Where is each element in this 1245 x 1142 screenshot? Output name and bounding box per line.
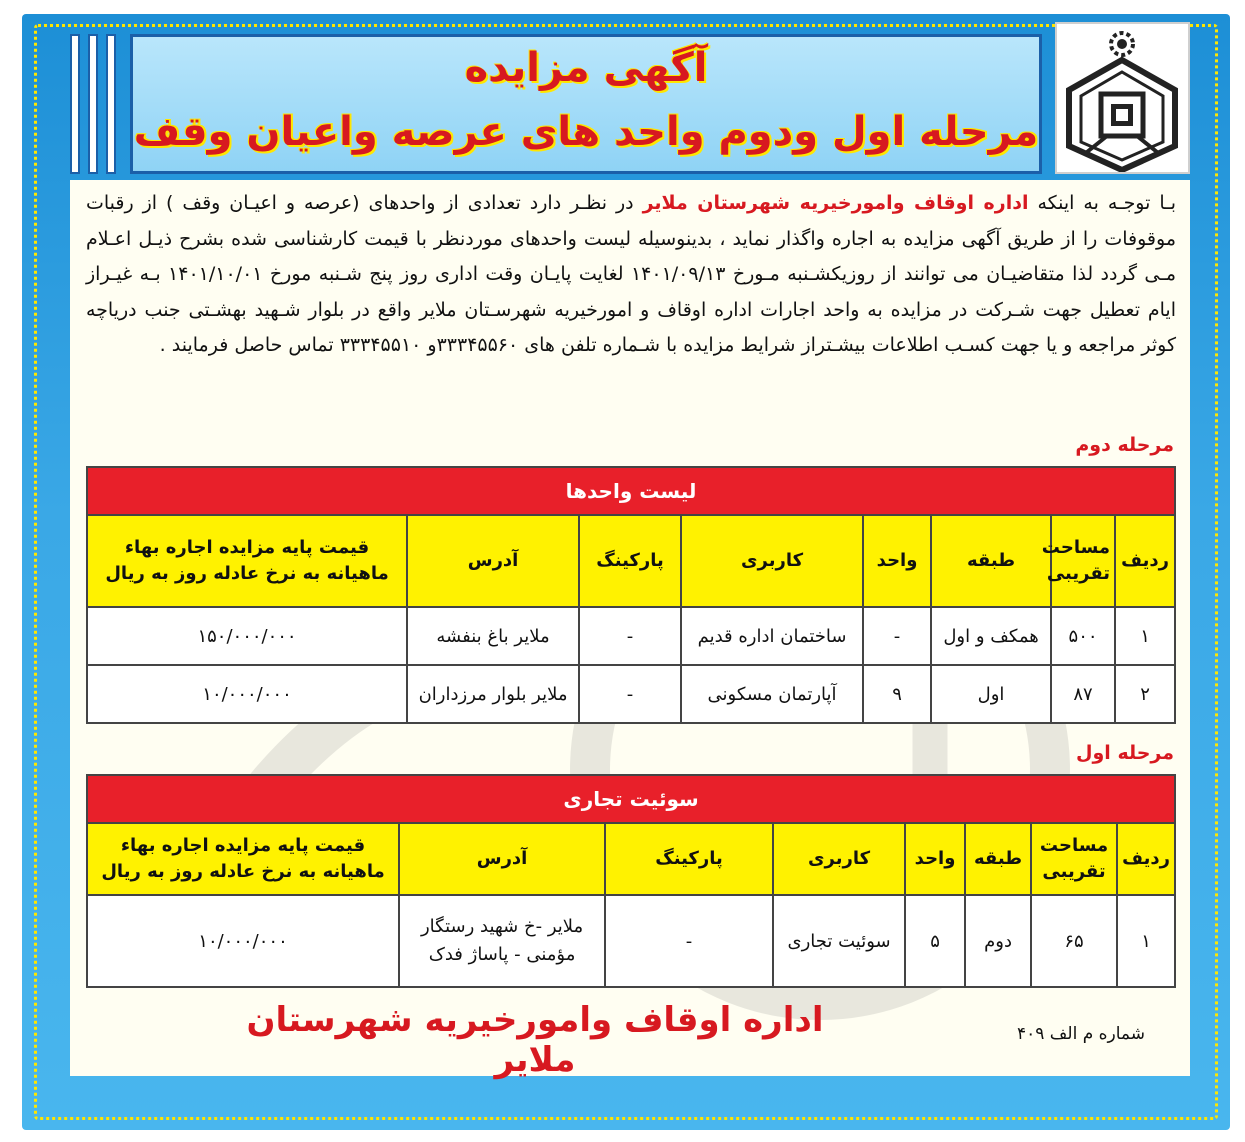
cell-area: ۶۵ [1031, 895, 1117, 987]
cell-base-price: ۱۰/۰۰۰/۰۰۰ [87, 895, 399, 987]
col-header-row-no: ردیف [1117, 823, 1175, 895]
col-header-unit: واحد [905, 823, 965, 895]
cell-floor: همکف و اول [931, 607, 1051, 665]
cell-area: ۵۰۰ [1051, 607, 1115, 665]
intro-text-rest: در نظـر دارد تعدادی از واحدهای (عرصه و اعیـان وقف ) از رقبات موقوفات را از طریق آگهی مزایده به اجاره واگذار نماید ، بدینوسیله لیست واحدهای موردنظر با قیمت کارشناسی شده بشرح ذیـل اعـلام مـی گردد لذا متقاضیـان می توانند از روزیکشـنبه مـورخ ۱۴۰۱/۰۹/۱۳ لغایت پایـان وقت اداری روز پنج شـنبه مورخ ۱۴۰۱/۱۰/۰۱ بـه غیـراز ایام تعطیل جهت شـرکت در مزایده به واحد اجارات اداره اوقاف و امورخیریه شهرسـتان ملایر واقع در بلوار شـهید بهشـتی جنب دریاچه کوثر مراجعه و یا جهت کسـب اطلاعات بیشـتراز شرایط مزایده با شـماره تلفن های ۳۳۳۴۵۵۶۰و ۳۳۳۴۵۵۱۰ تماس حاصل فرمایند . [86, 192, 1177, 356]
stage2-table-title-row [87, 467, 1175, 515]
cell-floor: اول [931, 665, 1051, 723]
stage2-table-title: لیست واحدها [87, 467, 1175, 515]
col-header-address: آدرس [407, 515, 579, 607]
decorative-stripes [70, 34, 126, 174]
cell-parking: - [579, 607, 681, 665]
cell-unit: - [863, 607, 931, 665]
cell-base-price: ۱۵۰/۰۰۰/۰۰۰ [87, 607, 407, 665]
cell-base-price: ۱۰/۰۰۰/۰۰۰ [87, 665, 407, 723]
col-header-parking: پارکینگ [605, 823, 773, 895]
content-panel [70, 180, 1190, 1076]
col-header-usage: کاربری [681, 515, 863, 607]
awqaf-logo [1055, 22, 1190, 174]
stage1-table-title: سوئیت تجاری [87, 775, 1175, 823]
cell-row-no: ۱ [1115, 607, 1175, 665]
stage2-label: مرحله دوم [1075, 434, 1174, 456]
footer-org-name: اداره اوقاف وامورخیریه شهرستان ملایر [246, 1000, 824, 1080]
cell-address: ملایر -خ شهید رستگار مؤمنی - پاساژ فدک [399, 895, 605, 987]
cell-unit: ۹ [863, 665, 931, 723]
col-header-base-price: قیمت پایه مزایده اجاره بهاء ماهیانه به نرخ عادله روز به ریال [87, 823, 399, 895]
col-header-base-price: قیمت پایه مزایده اجاره بهاء ماهیانه به نرخ عادله روز به ریال [87, 515, 407, 607]
col-header-unit: واحد [863, 515, 931, 607]
table-row [87, 895, 1175, 987]
stage1-label: مرحله اول [1076, 742, 1174, 764]
cell-usage: ساختمان اداره قدیم [681, 607, 863, 665]
cell-floor: دوم [965, 895, 1031, 987]
cell-usage: آپارتمان مسکونی [681, 665, 863, 723]
cell-row-no: ۲ [1115, 665, 1175, 723]
notice-number: شماره م الف ۴۰۹ [1016, 1024, 1145, 1044]
stage1-header-row [87, 823, 1175, 895]
intro-text-start: بـا توجـه به اینکه [1028, 192, 1177, 214]
col-header-parking: پارکینگ [579, 515, 681, 607]
col-header-floor: طبقه [931, 515, 1051, 607]
col-header-area: مساحت تقریبی [1051, 515, 1115, 607]
cell-unit: ۵ [905, 895, 965, 987]
stage1-table [86, 774, 1176, 988]
ad-subtitle: مرحله اول ودوم واحد های عرصه واعیان وقف [133, 109, 1039, 155]
cell-address: ملایر بلوار مرزداران [407, 665, 579, 723]
col-header-area: مساحت تقریبی [1031, 823, 1117, 895]
stage1-table-title-row [87, 775, 1175, 823]
col-header-address: آدرس [399, 823, 605, 895]
ad-title: آگهی مزایده [464, 45, 708, 91]
header-banner [130, 34, 1042, 174]
table-row [87, 665, 1175, 723]
cell-usage: سوئیت تجاری [773, 895, 905, 987]
cell-parking: - [605, 895, 773, 987]
stage2-header-row [87, 515, 1175, 607]
cell-parking: - [579, 665, 681, 723]
org-name-highlight: اداره اوقاف وامورخیریه شهرستان ملایر [642, 192, 1029, 214]
cell-row-no: ۱ [1117, 895, 1175, 987]
col-header-floor: طبقه [965, 823, 1031, 895]
stage2-table [86, 466, 1176, 724]
col-header-row-no: ردیف [1115, 515, 1175, 607]
cell-area: ۸۷ [1051, 665, 1115, 723]
col-header-usage: کاربری [773, 823, 905, 895]
intro-paragraph [86, 186, 1176, 364]
table-row [87, 607, 1175, 665]
logo-emblem-icon [1057, 24, 1188, 172]
cell-address: ملایر باغ بنفشه [407, 607, 579, 665]
